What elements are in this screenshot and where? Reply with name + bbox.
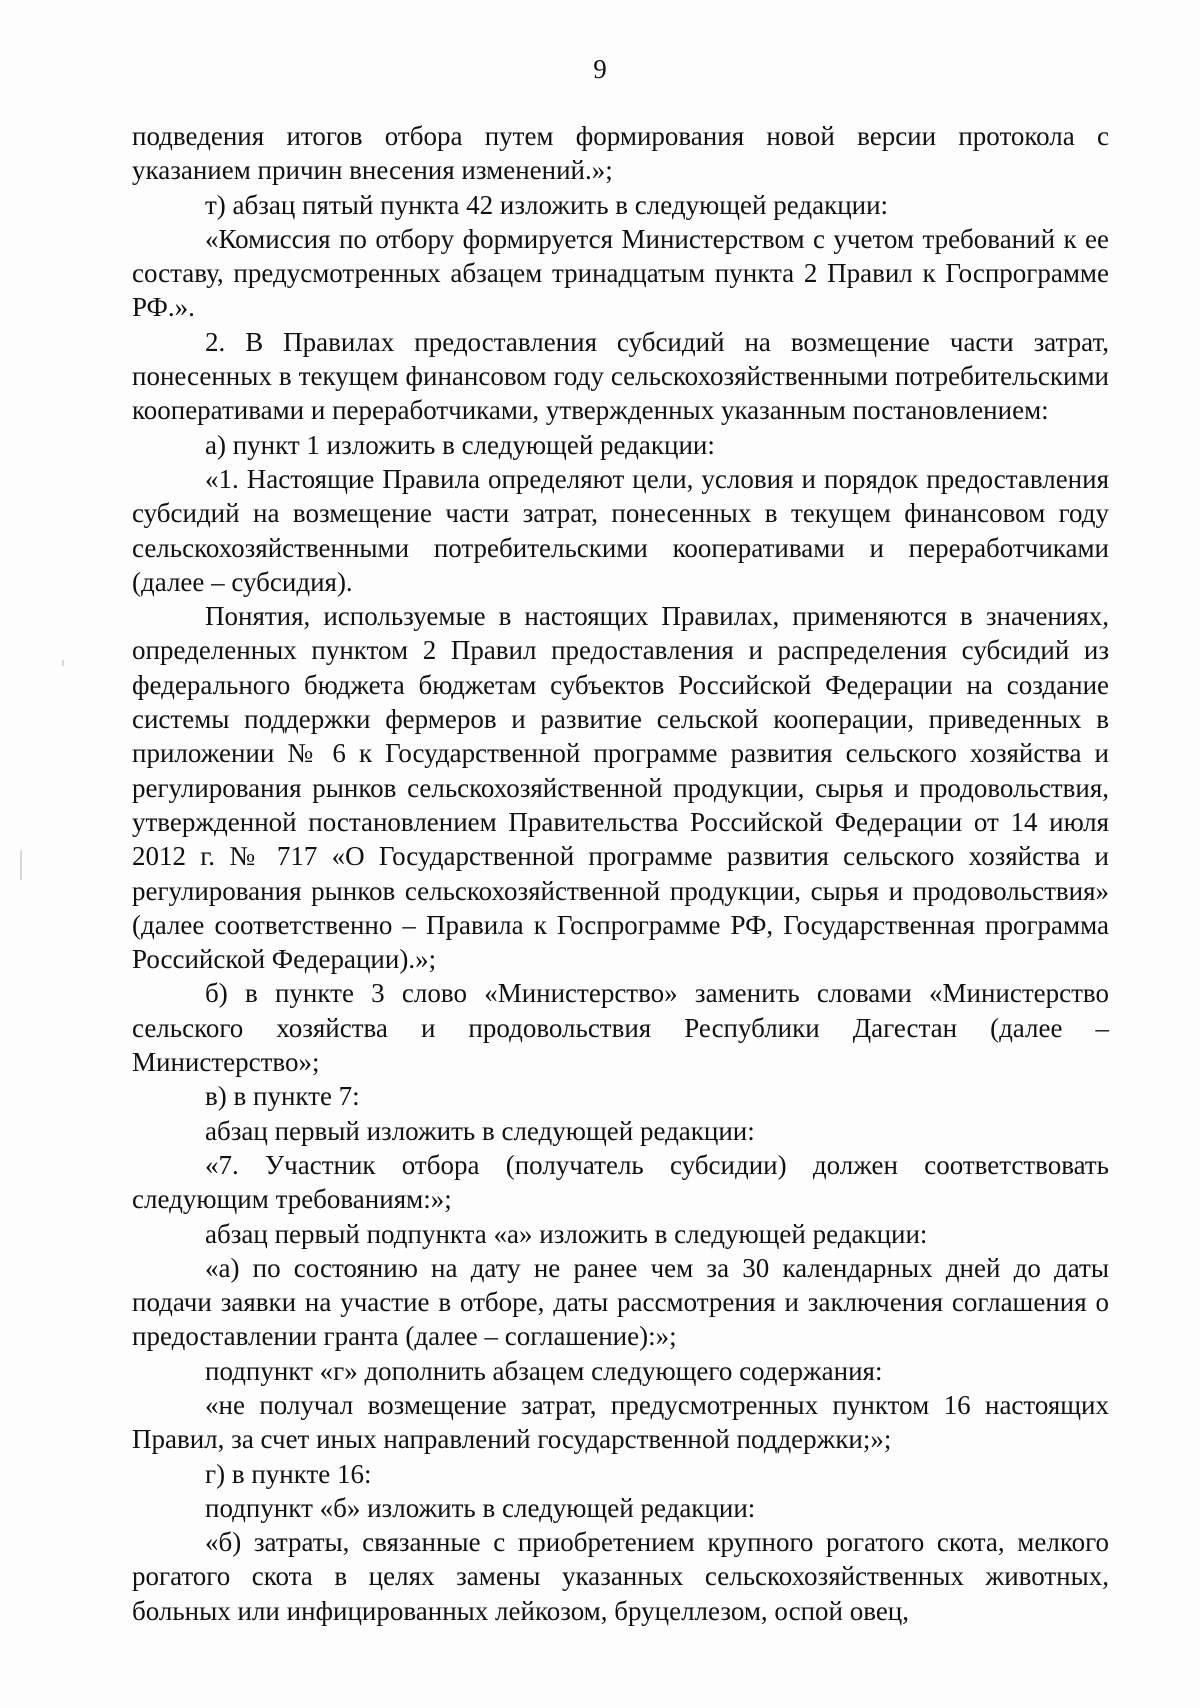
- paragraph: подведения итогов отбора путем формирования новой версии протокола с указанием причин внесения изменений.»;: [132, 121, 1109, 186]
- paragraph: «1. Настоящие Правила определяют цели, условия и порядок предоставления субсидий на возмещение части затрат, понесенных в текущем финансовом году сельскохозяйственными потребительскими кооперативами и переработчиками (далее – субсидия).: [132, 463, 1109, 597]
- paragraph: абзац первый подпункта «а» изложить в следующей редакции:: [205, 1218, 928, 1249]
- paragraph: 2. В Правилах предоставления субсидий на возмещение части затрат, понесенных в текущем финансовом году сельскохозяйственными потребительскими кооперативами и переработчиками, утвержденных указанным постановлением:: [132, 326, 1109, 426]
- paragraph: «б) затраты, связанные с приобретением крупного рогатого скота, мелкого рогатого скота в целях замены указанных сельскохозяйственных животных, больных или инфицированных лейкозом, бруцеллезом, оспой овец,: [132, 1527, 1109, 1626]
- paragraph: а) пункт 1 изложить в следующей редакции:: [205, 429, 715, 460]
- paragraph: «Комиссия по отбору формируется Министерством с учетом требований к ее составу, предусмотренных абзацем тринадцатым пункта 2 Правил к Госпрограмме РФ.».: [132, 223, 1109, 323]
- paragraph: «а) по состоянию на дату не ранее чем за 30 календарных дней до даты подачи заявки на участие в отборе, даты рассмотрения и заключения соглашения о предоставлении гранта (далее – соглашение):»;: [132, 1252, 1109, 1352]
- paragraph: абзац первый изложить в следующей редакции:: [205, 1115, 755, 1146]
- document-body: [132, 119, 1109, 1628]
- scan-mark: [62, 660, 64, 666]
- paragraph: б) в пункте 3 слово «Министерство» заменить словами «Министерство сельского хозяйства и продовольствия Республики Дагестан (далее – Министерство»;: [132, 978, 1109, 1078]
- page-number: 9: [593, 54, 607, 84]
- paragraph: в) в пункте 7:: [205, 1081, 360, 1112]
- paragraph: подпункт «б» изложить в следующей редакции:: [205, 1492, 756, 1523]
- paragraph: т) абзац пятый пункта 42 изложить в следующей редакции:: [205, 189, 889, 220]
- scan-mark: [20, 850, 22, 880]
- paragraph: «7. Участник отбора (получатель субсидии) должен соответствовать следующим требованиям:»;: [132, 1149, 1109, 1215]
- paragraph: Понятия, используемые в настоящих Правилах, применяются в значениях, определенных пунктом 2 Правил предоставления и распределения субсидий из федерального бюджета бюджетам субъектов Российской Федерации на создание системы поддержки фермеров и развитие сельской кооперации, приведенных в приложении № 6 к Государственной программе развития сельского хозяйства и регулирования рынков сельскохозяйственной продукции, сырья и продовольствия, утвержденной постановлением Правительства Российской Федерации от 14 июля 2012 г. № 717 «О Государственной программе развития сельского хозяйства и регулирования рынков сельскохозяйственной продукции, сырья и продовольствия» (далее соответственно – Правила к Госпрограмме РФ, Государственная программа Российской Федерации).»;: [132, 601, 1109, 975]
- paragraph: «не получал возмещение затрат, предусмотренных пунктом 16 настоящих Правил, за счет иных направлений государственной поддержки;»;: [132, 1389, 1109, 1455]
- paragraph: г) в пункте 16:: [205, 1458, 372, 1489]
- paragraph: подпункт «г» дополнить абзацем следующего содержания:: [205, 1355, 883, 1386]
